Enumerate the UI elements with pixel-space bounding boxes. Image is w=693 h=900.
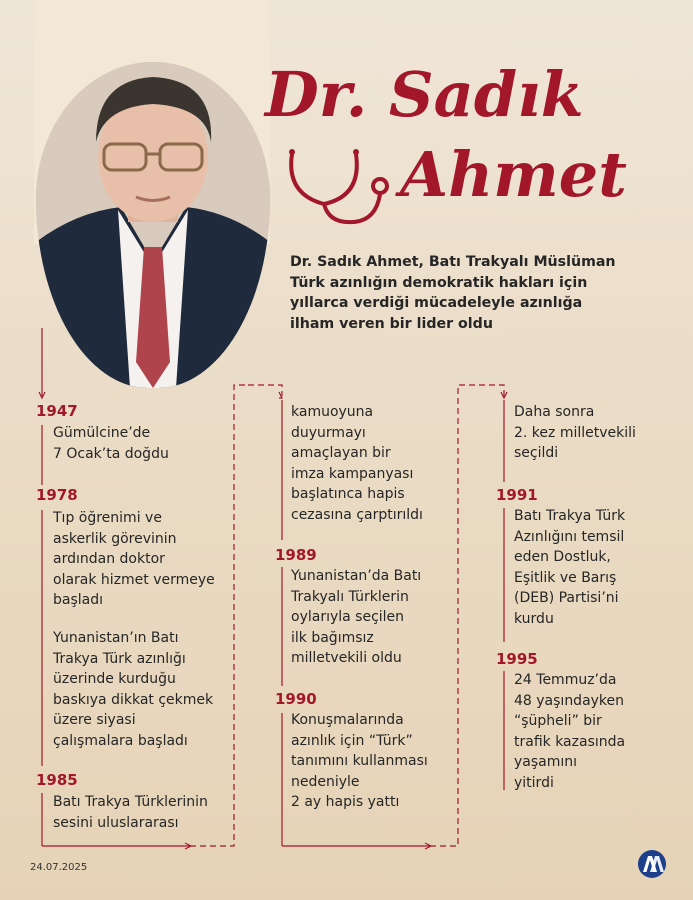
event-1947: Gümülcine’de 7 Ocak’ta doğdu [53,425,169,462]
year-1947: 1947 [36,402,78,420]
event-1978-b: Yunanistan’ın Batı Trakya Türk azınlığı üzerinde kurduğu baskıya dikkat çekmek üzere siyasi çalışmalara başladı [53,630,214,749]
event-1990-continued: Daha sonra 2. kez milletvekili seçildi [514,404,636,461]
title-line-2: Ahmet [400,138,627,211]
event-1978-a: Tıp öğrenimi ve askerlik görevinin ardından doktor olarak hizmet vermeye başladı [53,510,215,608]
year-1978: 1978 [36,486,78,504]
year-1989: 1989 [275,546,317,564]
publication-date: 24.07.2025 [30,862,88,873]
intro-text: Dr. Sadık Ahmet, Batı Trakyalı Müslüman Türk azınlığın demokratik hakları için yıllarca verdiği mücadeleyle azınlığa ilham veren bir lider oldu [290,254,616,332]
title-line-1: Dr. Sadık [265,58,584,131]
year-1995: 1995 [496,650,538,668]
year-1985: 1985 [36,771,78,789]
year-1991: 1991 [496,486,538,504]
event-1995: 24 Temmuz’da 48 yaşındayken “şüpheli” bir trafik kazasında yaşamını yitirdi [514,672,626,791]
event-1989: Yunanistan’da Batı Trakyalı Türklerin oylarıyla seçilen ilk bağımsız milletvekili oldu [291,568,422,666]
event-1985: Batı Trakya Türklerinin sesini uluslararası [53,794,208,831]
aa-logo-icon [637,849,667,879]
event-1990: Konuşmalarında azınlık için “Türk” tanımını kullanması nedeniyle 2 ay hapis yattı [291,712,428,810]
year-1990: 1990 [275,690,317,708]
event-1985-continued: kamuoyuna duyurmayı amaçlayan bir imza kampanyası başlatınca hapis cezasına çarptırıldı [291,404,423,523]
event-1991: Batı Trakya Türk Azınlığını temsil eden Dostluk, Eşitlik ve Barış (DEB) Partisi’ni kurdu [514,508,626,627]
